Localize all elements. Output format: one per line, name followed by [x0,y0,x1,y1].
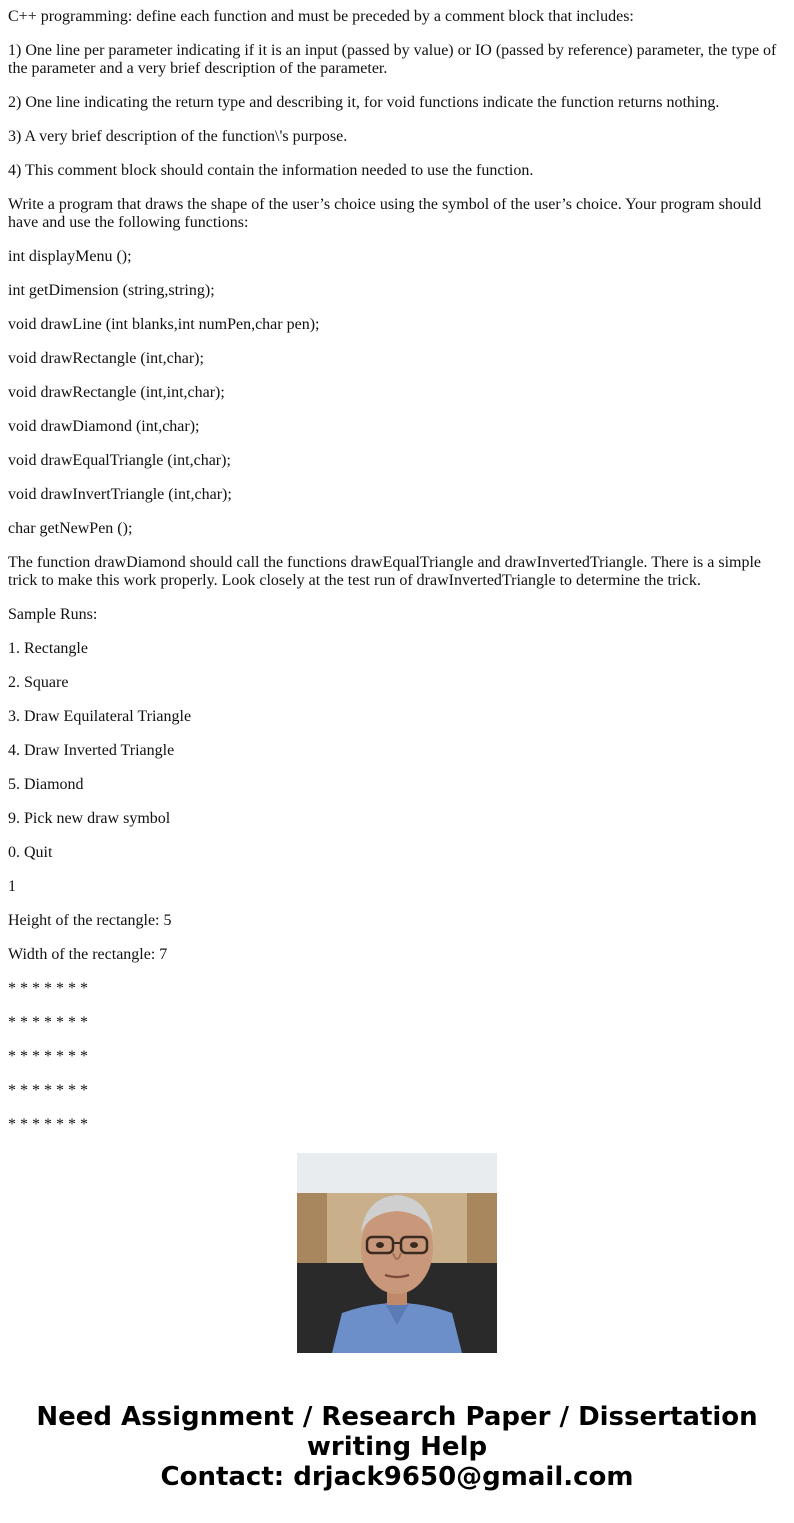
output-row: * * * * * * * [8,980,88,997]
output-row: * * * * * * * [8,1048,88,1065]
menu-option: 2. Square [8,674,69,691]
diamond-note: The function drawDiamond should call the functions drawEqualTriangle and drawInvertedTriangle. There is a simple trick to make this work properly. Look closely at the test run of drawInvertedTriangle to determine the trick. [8,554,761,589]
menu-option: 5. Diamond [8,776,84,793]
person-photo-icon [297,1153,497,1353]
function-signature: void drawRectangle (int,int,char); [8,384,225,401]
avatar [297,1153,497,1353]
function-signature: char getNewPen (); [8,520,133,537]
menu-option: 9. Pick new draw symbol [8,810,171,827]
intro-paragraph: C++ programming: define each function and must be preceded by a comment block that includes: [8,8,634,25]
contact-email: Contact: drjack9650@gmail.com [160,1462,634,1492]
menu-option: 3. Draw Equilateral Triangle [8,708,192,725]
requirement-3: 3) A very brief description of the function\'s purpose. [8,128,348,145]
function-signature: void drawEqualTriangle (int,char); [8,452,231,469]
height-prompt: Height of the rectangle: 5 [8,912,172,929]
output-row: * * * * * * * [8,1116,88,1133]
requirement-2: 2) One line indicating the return type and describing it, for void functions indicate the function returns nothing. [8,94,720,111]
banner-line-1: Need Assignment / Research Paper / Dissertation [36,1402,758,1432]
function-signature: int getDimension (string,string); [8,282,215,299]
function-signature: int displayMenu (); [8,248,132,265]
function-signature: void drawDiamond (int,char); [8,418,200,435]
requirement-1: 1) One line per parameter indicating if it is an input (passed by value) or IO (passed by reference) parameter, the type of the parameter and a very brief description of the parameter. [8,42,777,77]
contact-banner [0,1402,794,1492]
banner-line-2: writing Help [306,1432,488,1462]
menu-option: 4. Draw Inverted Triangle [8,742,175,759]
function-signature: void drawLine (int blanks,int numPen,char pen); [8,316,320,333]
function-signature: void drawRectangle (int,char); [8,350,204,367]
program-description: Write a program that draws the shape of the user’s choice using the symbol of the user’s choice. Your program should have and use the following functions: [8,196,762,231]
menu-option: 0. Quit [8,844,53,861]
output-row: * * * * * * * [8,1014,88,1031]
requirement-4: 4) This comment block should contain the information needed to use the function. [8,162,534,179]
document-body [8,8,786,1133]
function-signature: void drawInvertTriangle (int,char); [8,486,232,503]
sample-runs-heading: Sample Runs: [8,606,98,623]
width-prompt: Width of the rectangle: 7 [8,946,168,963]
menu-option: 1. Rectangle [8,640,88,657]
output-row: * * * * * * * [8,1082,88,1099]
user-input: 1 [8,878,16,895]
